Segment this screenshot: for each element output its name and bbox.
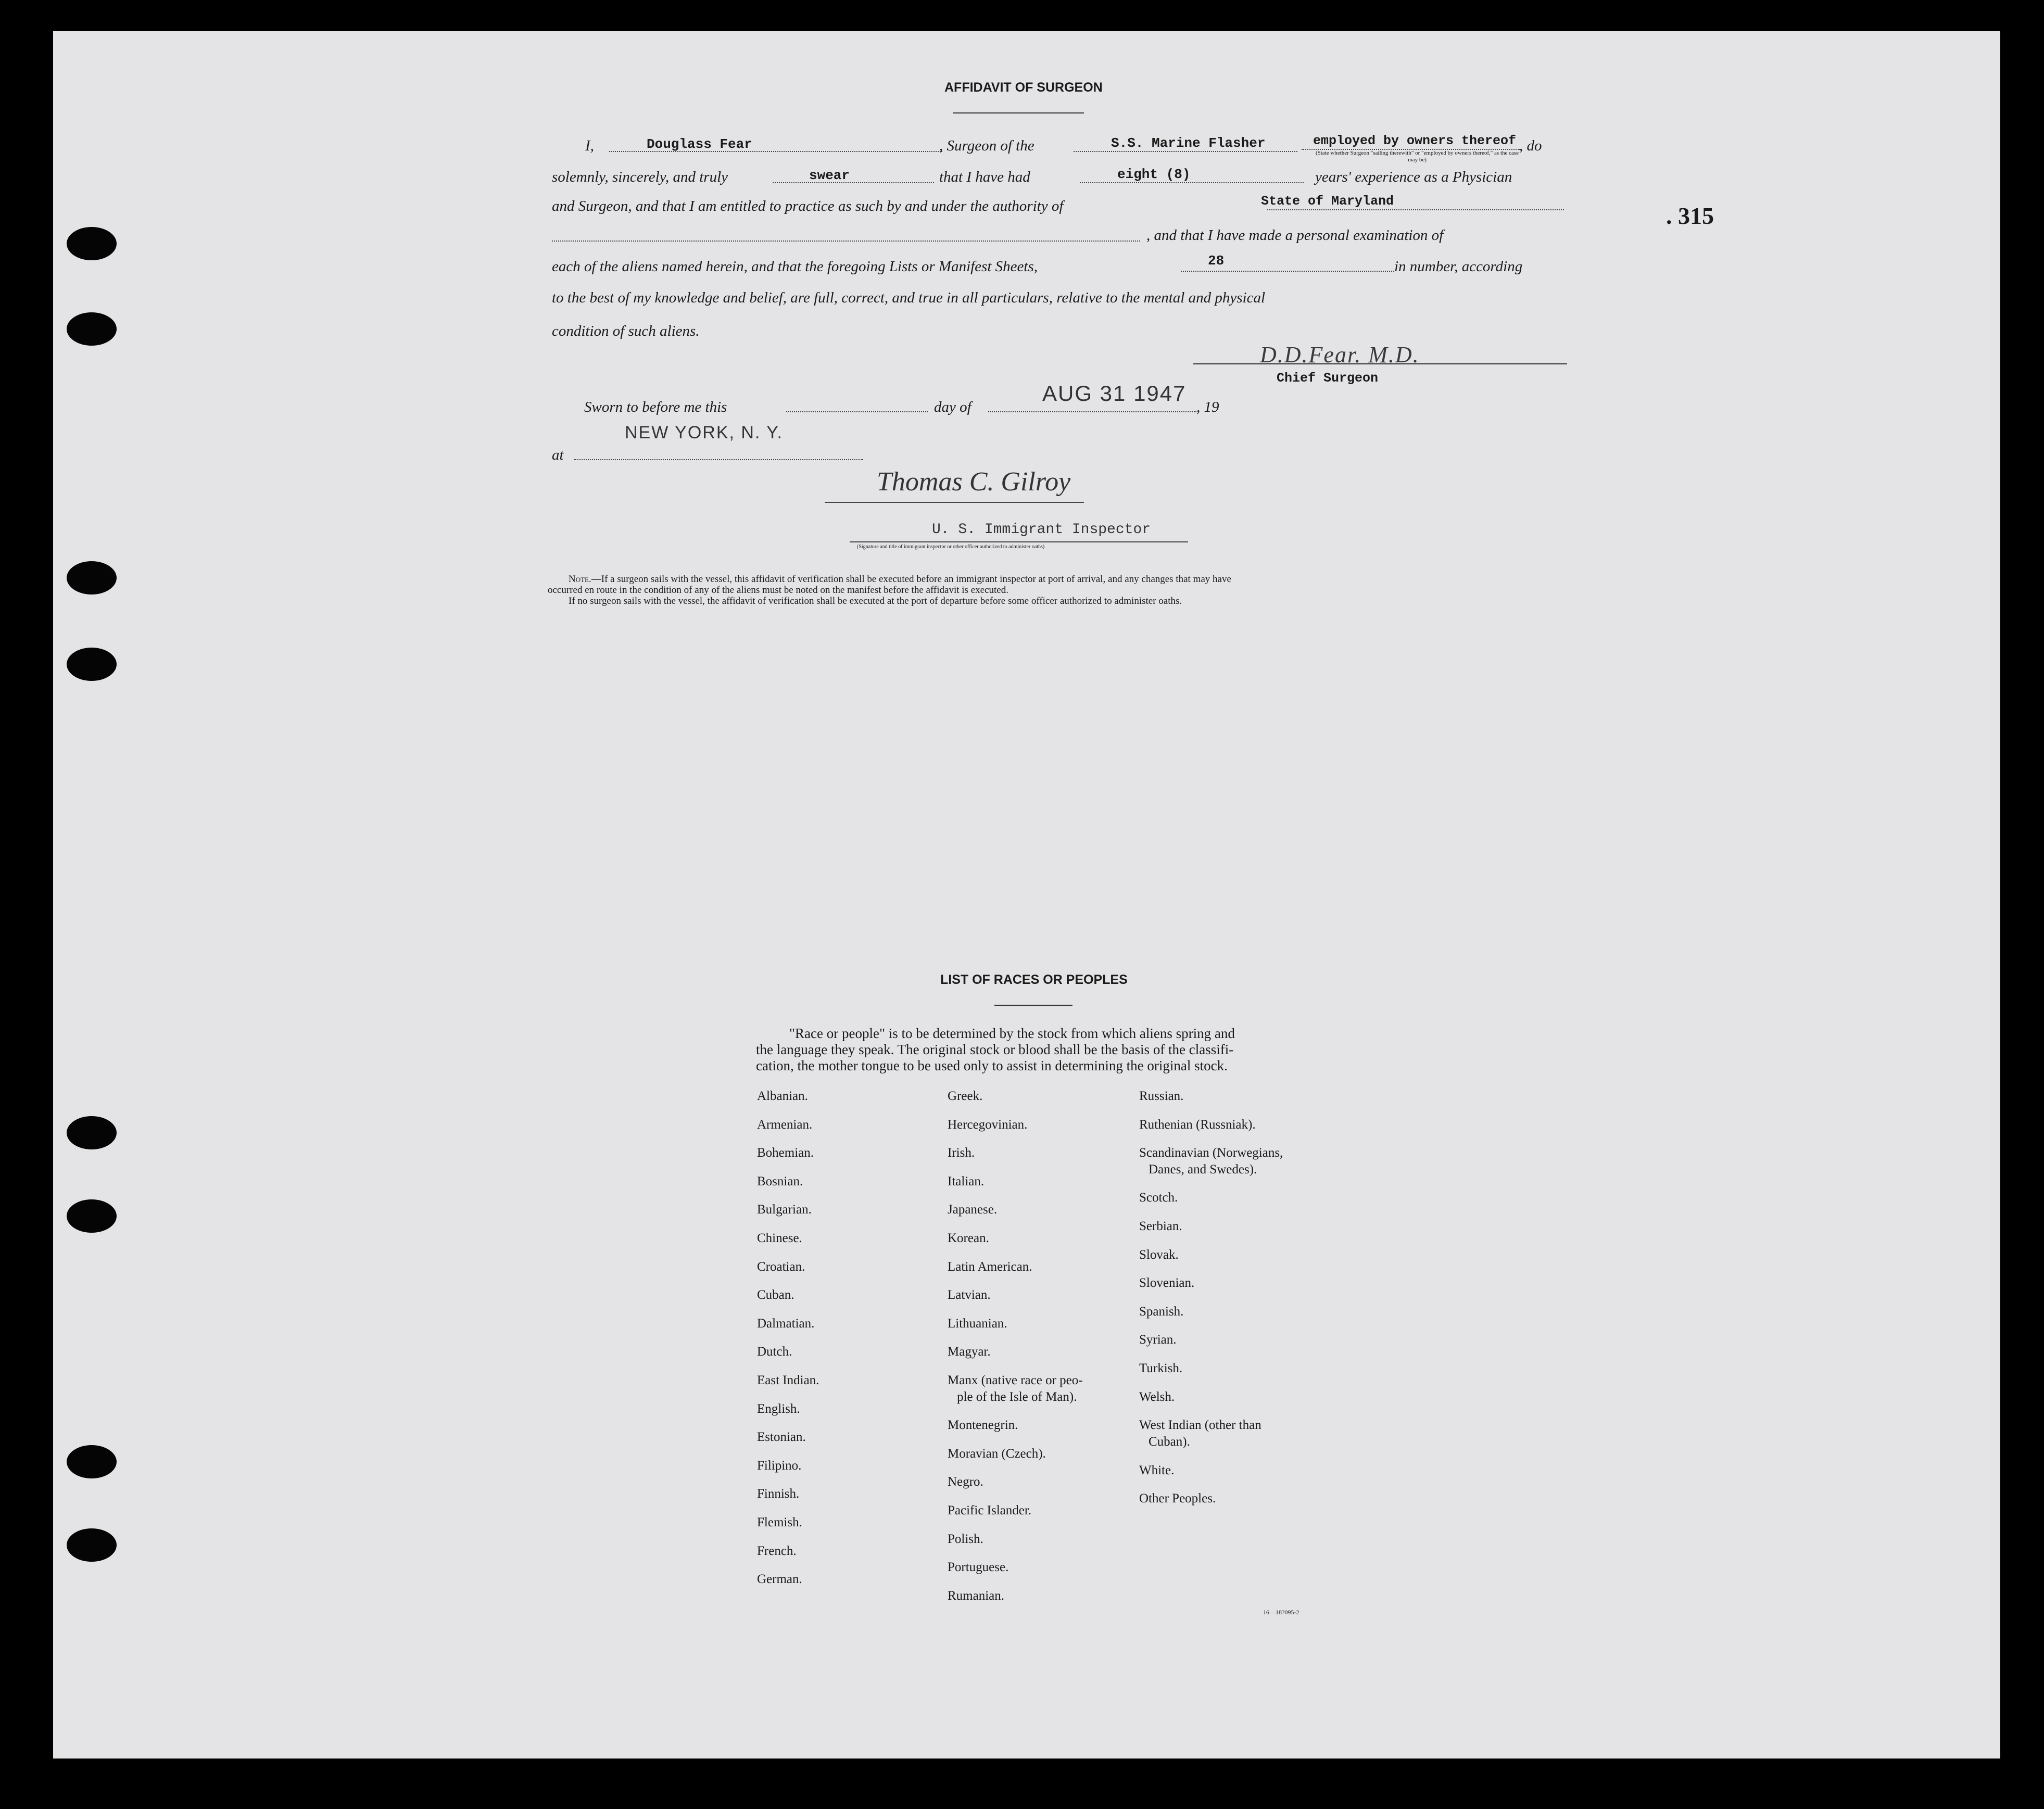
text-best-knowledge: to the best of my knowledge and belief, are full, correct, and true in all particulars, relative to the mental and physical: [552, 289, 1266, 306]
race-item: Irish.: [948, 1146, 975, 1160]
surgeon-name: Douglass Fear: [647, 136, 752, 152]
race-item: Hercegovinian.: [948, 1117, 1028, 1132]
inspector-signature: Thomas C. Gilroy: [877, 467, 1071, 497]
race-item: Chinese.: [757, 1231, 802, 1245]
inspector-signature-line: [825, 502, 1084, 503]
race-item: Estonian.: [757, 1430, 806, 1445]
page-number: . 315: [1666, 203, 1714, 229]
punch-hole: [67, 1445, 117, 1478]
authority: State of Maryland: [1261, 194, 1394, 209]
race-item: Greek.: [948, 1089, 983, 1103]
race-item: French.: [757, 1544, 797, 1558]
race-item: Croatian.: [757, 1259, 805, 1274]
punch-hole: [67, 561, 117, 594]
text-have-had: that I have had: [939, 169, 1030, 185]
text-in-number: in number, according: [1394, 258, 1523, 275]
text-condition: condition of such aliens.: [552, 323, 700, 339]
place-stamp: NEW YORK, N. Y.: [625, 423, 783, 442]
relation-hint: (State whether Surgeon "sailing therewith" or "employed by owners thereof," as the case may be): [1315, 150, 1519, 163]
signature-line: [1193, 363, 1567, 364]
race-item: Cuban).: [1149, 1434, 1190, 1449]
vessel-name: S.S. Marine Flasher: [1111, 135, 1266, 151]
document-page: [53, 31, 2000, 1759]
signer-title: Chief Surgeon: [1277, 371, 1379, 386]
race-item: Ruthenian (Russniak).: [1139, 1117, 1256, 1132]
race-item: Portuguese.: [948, 1560, 1009, 1575]
race-item: Albanian.: [757, 1089, 808, 1103]
experience-line: [1080, 182, 1304, 183]
authority-line: [1267, 209, 1564, 210]
race-item: Montenegrin.: [948, 1418, 1018, 1433]
note-label: Note.: [569, 574, 591, 585]
race-item: Korean.: [948, 1231, 989, 1245]
sworn-day-line: [786, 411, 928, 412]
race-item: Pacific Islander.: [948, 1503, 1032, 1518]
race-item: Flemish.: [757, 1515, 802, 1529]
race-item: Other Peoples.: [1139, 1491, 1216, 1506]
intro-line-1: "Race or people" is to be determined by the stock from which aliens spring and: [789, 1026, 1235, 1041]
race-item: Manx (native race or peo-: [948, 1373, 1083, 1387]
race-item: Bulgarian.: [757, 1203, 812, 1217]
race-item: Spanish.: [1139, 1304, 1184, 1319]
race-item: Bosnian.: [757, 1174, 803, 1188]
race-item: ple of the Isle of Man).: [957, 1389, 1077, 1404]
oath: swear: [809, 168, 850, 183]
race-item: Rumanian.: [948, 1588, 1005, 1603]
affidavit-note: [548, 574, 1231, 606]
inspector-title: U. S. Immigrant Inspector: [932, 522, 1151, 538]
race-item: Negro.: [948, 1475, 983, 1489]
vessel-line: [1074, 151, 1297, 152]
oath-line: [773, 182, 934, 183]
race-item: Polish.: [948, 1532, 983, 1546]
race-item: English.: [757, 1401, 800, 1416]
employment-relation: employed by owners thereof: [1313, 133, 1517, 148]
text-year-19: , 19: [1196, 399, 1219, 415]
race-item: West Indian (other than: [1139, 1418, 1261, 1433]
title-rule: [953, 112, 1084, 113]
race-item: Welsh.: [1139, 1389, 1175, 1404]
date-stamp: AUG 31 1947: [1042, 381, 1187, 406]
punch-hole: [67, 1199, 117, 1233]
punch-hole: [67, 1116, 117, 1149]
note-line-2: occurred en route in the condition of any of the aliens must be noted on the manifest before the affidavit is executed.: [548, 585, 1008, 596]
race-item: Filipino.: [757, 1458, 802, 1473]
race-item: Armenian.: [757, 1117, 813, 1132]
race-item: Dutch.: [757, 1345, 792, 1359]
race-item: Serbian.: [1139, 1219, 1182, 1234]
races-intro: [756, 1026, 1235, 1074]
race-item: Italian.: [948, 1174, 985, 1188]
text-sworn: Sworn to before me this: [584, 399, 727, 415]
races-title: LIST OF RACES OR PEOPLES: [940, 972, 1128, 987]
surgeon-signature: D.D.Fear. M.D.: [1260, 342, 1420, 368]
intro-line-2: the language they speak. The original stock or blood shall be the basis of the classifi-: [756, 1042, 1234, 1057]
race-item: Lithuanian.: [948, 1316, 1007, 1331]
race-item: Latin American.: [948, 1259, 1032, 1274]
note-line-1: —If a surgeon sails with the vessel, this affidavit of verification shall be executed before an immigrant inspector at port of arrival, and any changes that may have: [591, 574, 1231, 585]
race-item: Cuban.: [757, 1288, 794, 1302]
place-line: [574, 459, 863, 460]
sheets-line: [1181, 271, 1394, 272]
race-item: East Indian.: [757, 1373, 819, 1387]
race-item: Japanese.: [948, 1203, 998, 1217]
punch-hole: [67, 648, 117, 681]
intro-line-3: cation, the mother tongue to be used only to assist in determining the original stock.: [756, 1058, 1228, 1073]
text-at: at: [552, 447, 564, 463]
race-item: Dalmatian.: [757, 1316, 815, 1331]
affidavit-title: AFFIDAVIT OF SURGEON: [944, 80, 1103, 95]
text-day-of: day of: [934, 399, 971, 415]
race-item: Scotch.: [1139, 1191, 1178, 1205]
punch-hole: [67, 227, 117, 260]
race-item: Bohemian.: [757, 1146, 814, 1160]
sheet-count: 28: [1208, 253, 1225, 269]
race-item: Slovenian.: [1139, 1276, 1195, 1291]
inspector-title-line: [850, 541, 1188, 542]
race-item: Danes, and Swedes).: [1149, 1162, 1257, 1177]
form-number: 16—18?095-2: [1263, 1609, 1299, 1616]
inspector-hint: (Signature and title of immigrant inspector or other officer authorized to administer oaths): [857, 544, 1045, 550]
race-item: Magyar.: [948, 1345, 991, 1359]
race-item: White.: [1139, 1463, 1175, 1477]
authority-line-2: [552, 241, 1140, 242]
sworn-month-line: [988, 411, 1196, 412]
text-surgeon-of: , Surgeon of the: [939, 137, 1034, 154]
race-item: Moravian (Czech).: [948, 1446, 1046, 1461]
race-item: Latvian.: [948, 1288, 991, 1302]
race-item: Slovak.: [1139, 1247, 1179, 1262]
text-manifest-sheets: each of the aliens named herein, and that the foregoing Lists or Manifest Sheets,: [552, 258, 1038, 275]
race-item: Finnish.: [757, 1487, 800, 1501]
note-line-3: If no surgeon sails with the vessel, the affidavit of verification shall be executed at the port of departure before some officer authorized to administer oaths.: [569, 596, 1182, 606]
punch-hole: [67, 312, 117, 346]
race-item: Russian.: [1139, 1089, 1184, 1103]
text-i: I,: [585, 137, 594, 154]
race-item: Syrian.: [1139, 1333, 1177, 1347]
text-do: , do: [1519, 137, 1542, 154]
race-item: German.: [757, 1572, 802, 1587]
text-solemnly: solemnly, sincerely, and truly: [552, 169, 728, 185]
text-years: years' experience as a Physician: [1315, 169, 1512, 185]
races-title-rule: [994, 1005, 1073, 1006]
race-item: Turkish.: [1139, 1361, 1183, 1376]
punch-hole: [67, 1528, 117, 1562]
experience: eight (8): [1117, 167, 1191, 182]
race-item: Scandinavian (Norwegians,: [1139, 1146, 1283, 1160]
text-examination: , and that I have made a personal examination of: [1146, 227, 1444, 244]
text-authority: and Surgeon, and that I am entitled to practice as such by and under the authority of: [552, 198, 1064, 214]
